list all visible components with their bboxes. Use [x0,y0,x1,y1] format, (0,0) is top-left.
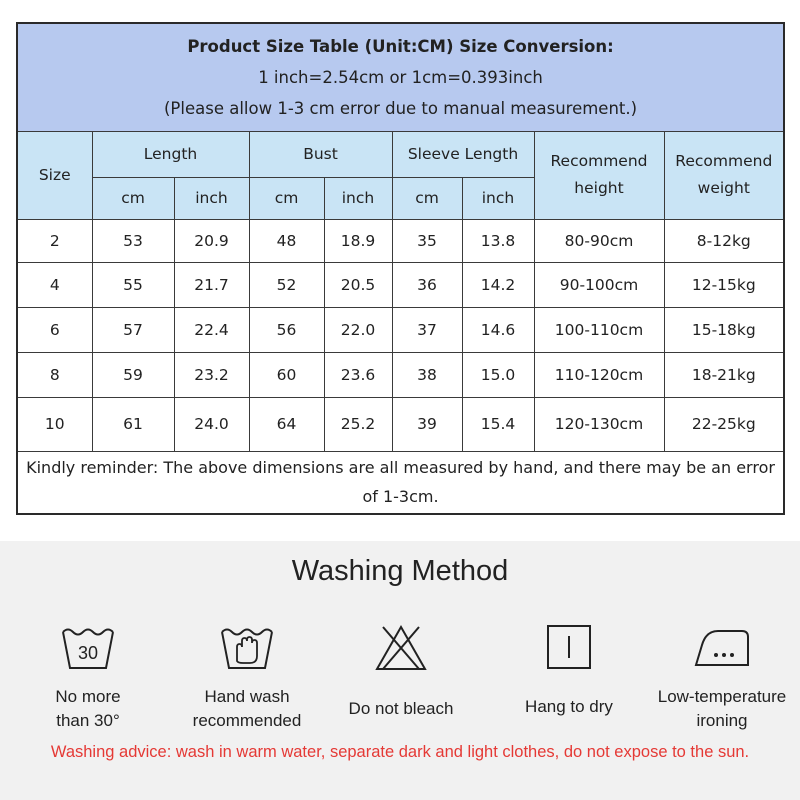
cell-recommend-weight: 12-15kg [664,262,784,307]
header-length-inch: inch [174,177,249,219]
cell-length-cm: 53 [92,219,174,262]
header-sleeve-cm: cm [392,177,462,219]
cell-size: 4 [17,262,92,307]
header-sleeve-length: Sleeve Length [392,131,534,177]
care-label-no-bleach: Do not bleach [348,699,454,718]
cell-recommend-weight: 18-21kg [664,352,784,397]
size-table-title [17,23,784,131]
wash-30-icon [60,623,116,673]
cell-recommend-height: 80-90cm [534,219,664,262]
cell-bust-inch: 18.9 [324,219,392,262]
kindly-reminder: Kindly reminder: The above dimensions are all measured by hand, and there may be an error of 1-3cm. [17,451,784,514]
cell-length-cm: 55 [92,262,174,307]
cell-recommend-weight: 8-12kg [664,219,784,262]
header-length: Length [92,131,249,177]
care-label-hand-wash: Hand wash recommended [192,687,302,730]
header-recommend-height-line1: Recommend [550,152,648,170]
size-table [16,22,785,515]
header-sleeve-inch: inch [462,177,534,219]
cell-sleeve-cm: 38 [392,352,462,397]
cell-bust-cm: 52 [249,262,324,307]
care-label-hang-dry: Hang to dry [525,697,613,716]
care-item-wash-30 [13,623,163,733]
cell-sleeve-inch: 14.6 [462,307,534,352]
header-recommend-height-line2: height [574,179,624,197]
cell-length-inch: 22.4 [174,307,249,352]
cell-sleeve-cm: 35 [392,219,462,262]
cell-bust-cm: 60 [249,352,324,397]
care-item-low-temp-iron [647,623,797,733]
header-recommend-weight-line1: Recommend [675,152,773,170]
header-recommend-weight-line2: weight [697,179,750,197]
care-item-no-bleach [326,623,476,721]
table-row [17,352,784,397]
no-bleach-icon [373,623,429,673]
title-line-2: 1 inch=2.54cm or 1cm=0.393inch [258,67,543,87]
cell-sleeve-inch: 13.8 [462,219,534,262]
cell-sleeve-inch: 14.2 [462,262,534,307]
hand-wash-icon [219,623,275,673]
cell-length-cm: 59 [92,352,174,397]
cell-length-inch: 24.0 [174,397,249,451]
cell-sleeve-inch: 15.4 [462,397,534,451]
header-bust-cm: cm [249,177,324,219]
care-item-hand-wash [172,623,322,733]
cell-size: 2 [17,219,92,262]
cell-bust-cm: 56 [249,307,324,352]
cell-bust-cm: 48 [249,219,324,262]
title-line-1: Product Size Table (Unit:CM) Size Conversion: [187,36,614,56]
header-recommend-height [534,131,664,219]
table-row [17,397,784,451]
cell-length-cm: 57 [92,307,174,352]
hang-dry-icon [541,623,597,673]
cell-recommend-weight: 22-25kg [664,397,784,451]
cell-length-cm: 61 [92,397,174,451]
cell-size: 6 [17,307,92,352]
washing-advice: Washing advice: wash in warm water, separate dark and light clothes, do not expose to the sun. [50,743,750,761]
cell-bust-inch: 23.6 [324,352,392,397]
title-line-3: (Please allow 1-3 cm error due to manual measurement.) [163,98,638,118]
cell-size: 10 [17,397,92,451]
cell-size: 8 [17,352,92,397]
cell-recommend-height: 110-120cm [534,352,664,397]
cell-recommend-height: 100-110cm [534,307,664,352]
cell-sleeve-inch: 15.0 [462,352,534,397]
cell-sleeve-cm: 36 [392,262,462,307]
header-size: Size [17,131,92,219]
table-row [17,262,784,307]
cell-bust-inch: 20.5 [324,262,392,307]
cell-sleeve-cm: 37 [392,307,462,352]
care-label-low-temp-iron: Low-temperature ironing [657,687,787,730]
washing-method-title: Washing Method [291,555,509,587]
cell-length-inch: 23.2 [174,352,249,397]
header-recommend-weight [664,131,784,219]
cell-length-inch: 20.9 [174,219,249,262]
cell-recommend-weight: 15-18kg [664,307,784,352]
header-length-cm: cm [92,177,174,219]
care-item-hang-dry [494,623,644,719]
cell-bust-inch: 22.0 [324,307,392,352]
cell-bust-cm: 64 [249,397,324,451]
table-row [17,219,784,262]
cell-bust-inch: 25.2 [324,397,392,451]
wash-temperature-text: 30 [77,643,99,663]
low-temp-iron-icon [694,623,750,673]
cell-recommend-height: 90-100cm [534,262,664,307]
cell-sleeve-cm: 39 [392,397,462,451]
header-bust-inch: inch [324,177,392,219]
header-bust: Bust [249,131,392,177]
washing-method-section [0,541,800,800]
cell-recommend-height: 120-130cm [534,397,664,451]
table-row [17,307,784,352]
care-label-wash-30: No more than 30° [55,687,121,730]
cell-length-inch: 21.7 [174,262,249,307]
